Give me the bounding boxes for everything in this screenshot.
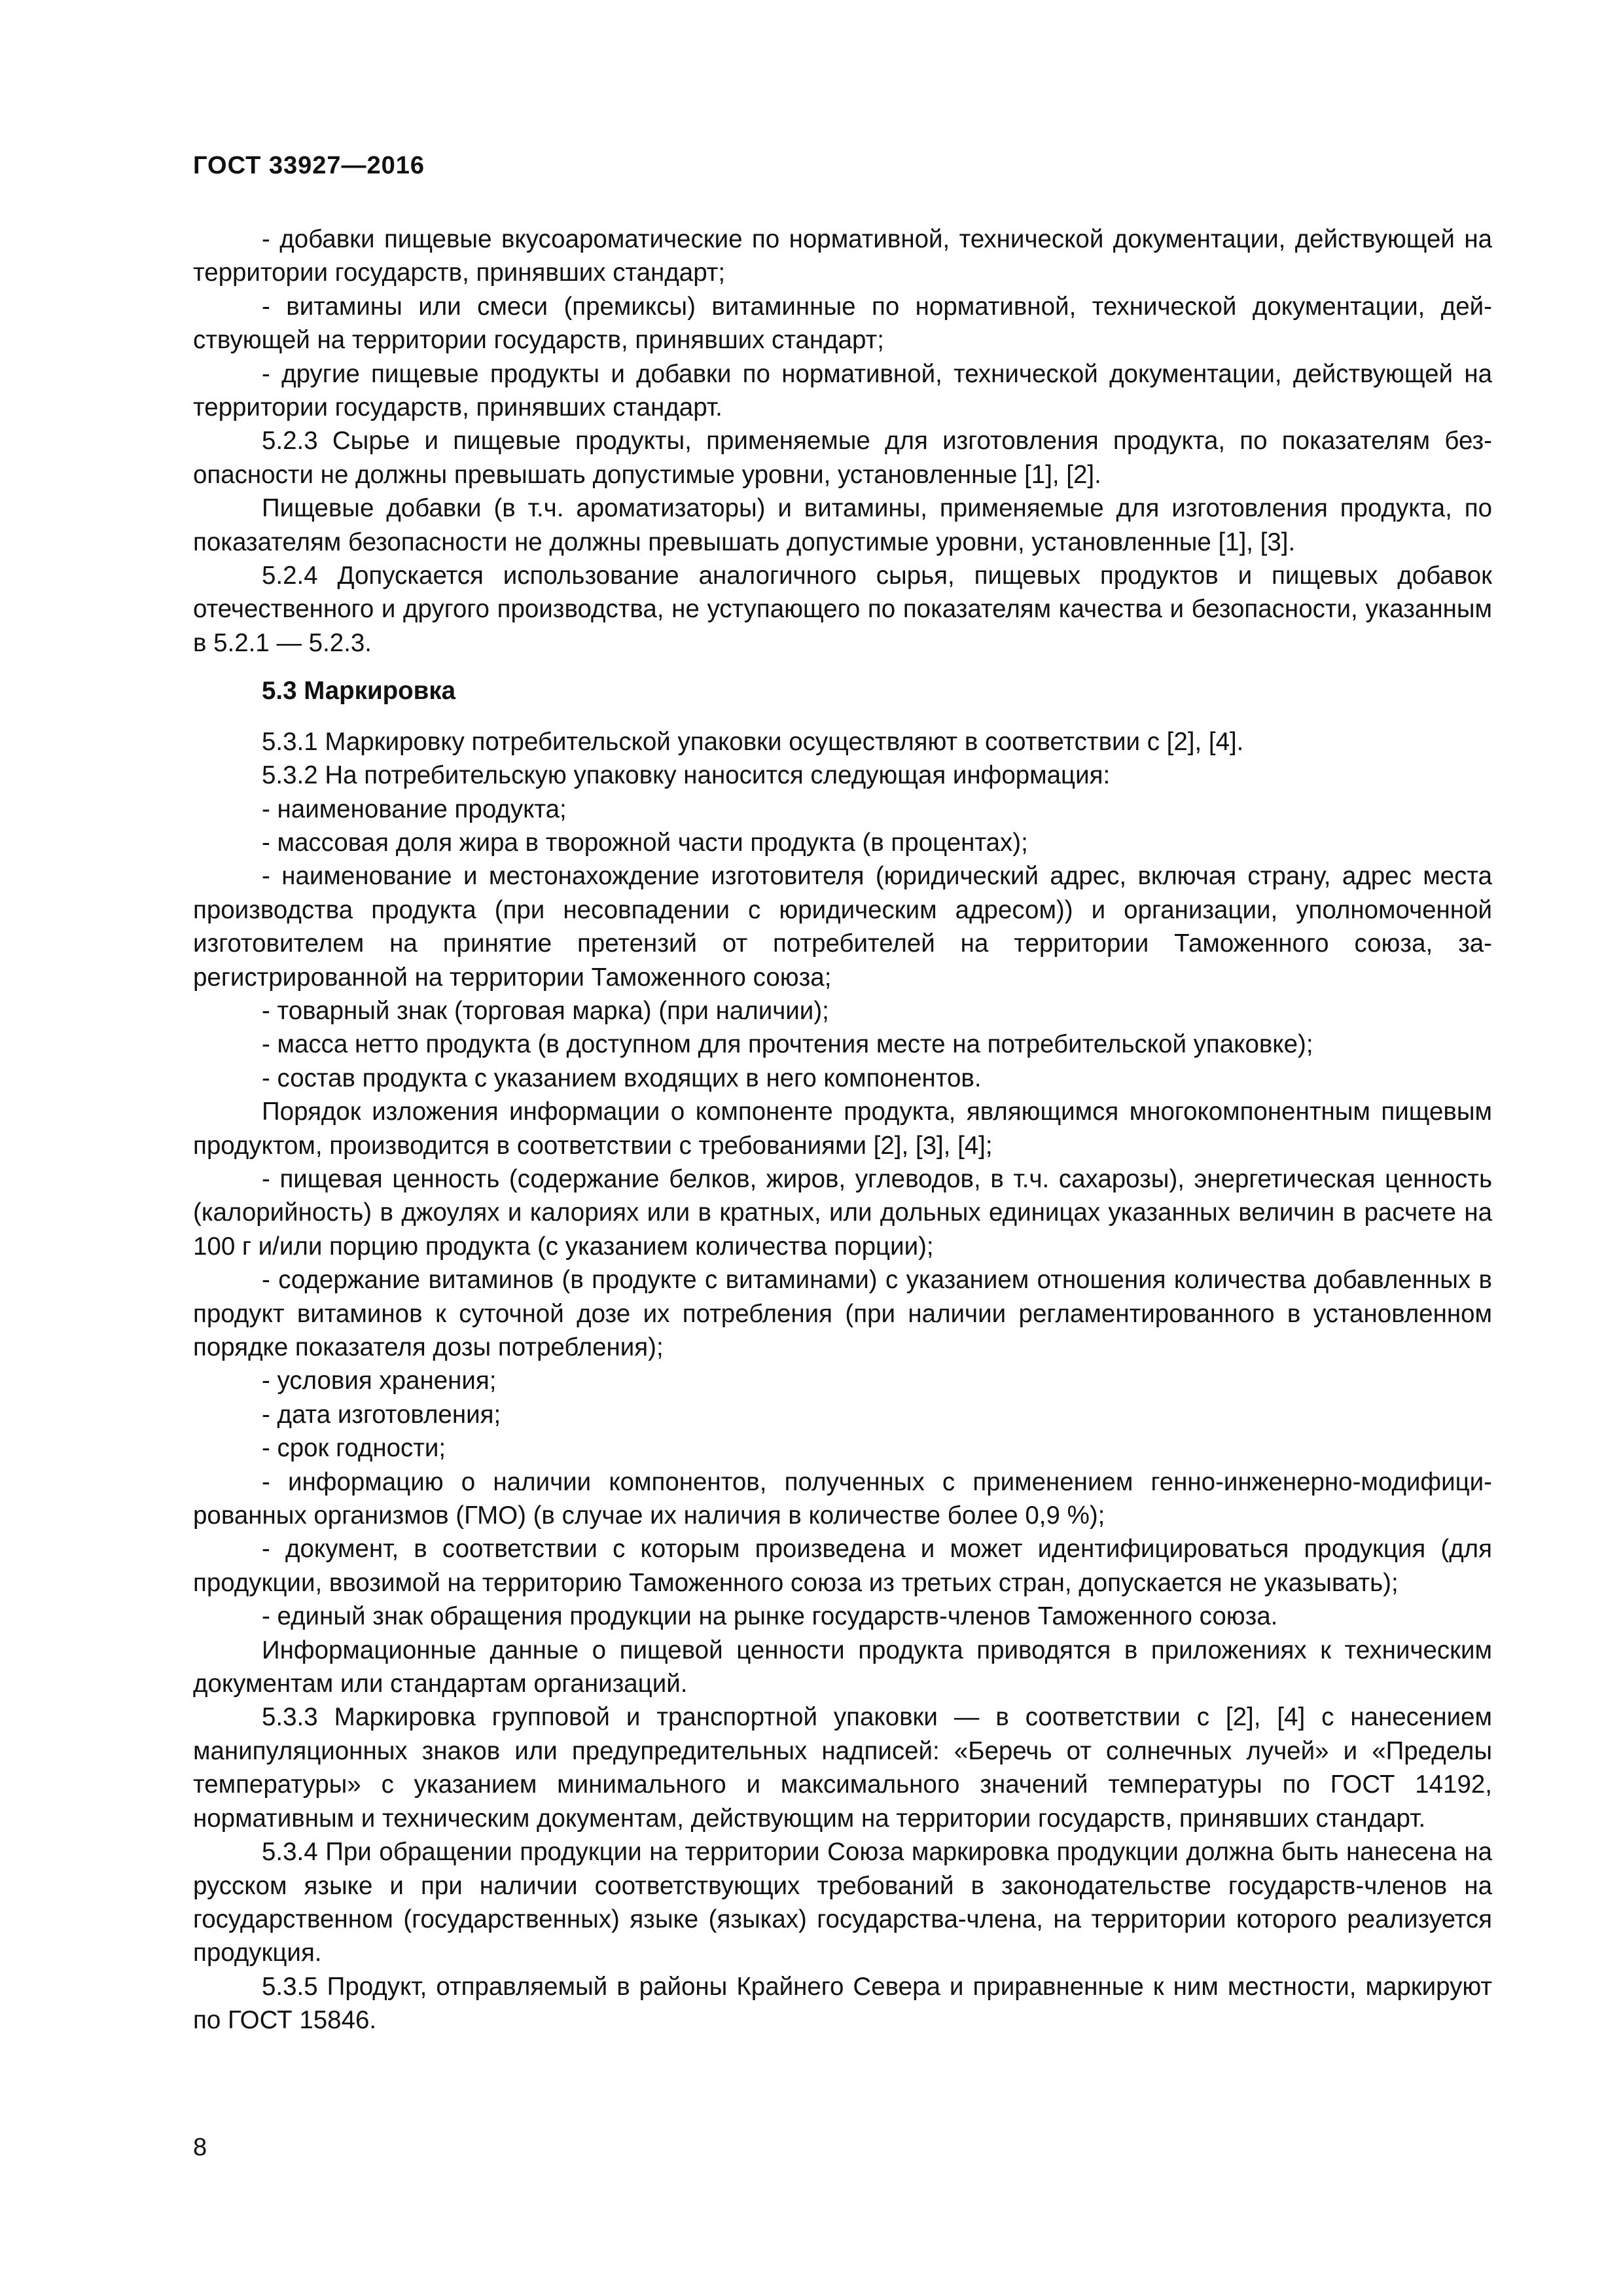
- section-heading: 5.3 Маркировка: [262, 677, 456, 706]
- list-item: - массовая доля жира в творожной части продукта (в процентах);: [262, 828, 1028, 857]
- paragraph: Информационные данные о пищевой ценности продукта приводятся в приложениях к техническим документам или стандартам организаций.: [193, 1636, 1492, 1698]
- list-item: - содержание витаминов (в продукте с витаминами) с указанием отношения количества добавленных в продукт витаминов к суточной дозе их потребления (при наличии регламентированного в установленном порядке показателя дозы потребления);: [193, 1266, 1492, 1361]
- list-item: - наименование продукта;: [262, 795, 567, 823]
- paragraph: - другие пищевые продукты и добавки по нормативной, технической документации, действующей на территории государств, принявших стандарт.: [193, 359, 1492, 422]
- list-item: - срок годности;: [262, 1434, 446, 1463]
- list-item: - документ, в соответствии с которым произведена и может идентифицироваться продукция (для продукции, ввозимой на территорию Таможенного союза из третьих стран, допускается не указывать);: [193, 1535, 1492, 1597]
- list-item: - информацию о наличии компонентов, полученных с применением генно-инженерно-модифицированных организмов (ГМО) (в случае их наличия в количестве более 0,9 %);: [193, 1467, 1492, 1530]
- list-item: - наименование и местонахождение изготовителя (юридический адрес, включая страну, адрес места производства продукта (при несовпадении с юридическим адресом)) и организации, уполномоченной изготовителем на принятие претензий от потребителей на территории Таможенного союза, зарегистрированной на территории Таможенного союза;: [193, 862, 1492, 992]
- paragraph: Пищевые добавки (в т.ч. ароматизаторы) и витамины, применяемые для изготовления продукта, по показателям безопасности не должны превышать допустимые уровни, установленные [1], [3].: [193, 494, 1492, 556]
- list-item: - единый знак обращения продукции на рынке государств-членов Таможенного союза.: [262, 1602, 1278, 1631]
- paragraph: - витамины или смеси (премиксы) витаминные по нормативной, технической документации, действующей на территории государств, принявших стандарт;: [193, 292, 1492, 355]
- list-item: - пищевая ценность (содержание белков, жиров, углеводов, в т.ч. сахарозы), энергетическая ценность (калорийность) в джоулях и калориях или в кратных, или дольных единицах указанных величин в расчете на 100 г и/или порцию продукта (с указанием количества порции);: [193, 1164, 1492, 1261]
- paragraph: 5.3.5 Продукт, отправляемый в районы Крайнего Севера и приравненные к ним местности, маркируют по ГОСТ 15846.: [193, 1972, 1492, 2035]
- paragraph: 5.3.2 На потребительскую упаковку наносится следующая информация:: [262, 761, 1111, 790]
- paragraph: Порядок изложения информации о компоненте продукта, являющимся многокомпонентным пищевым продуктом, производится в соответствии с требованиями [2], [3], [4];: [193, 1098, 1492, 1160]
- paragraph: 5.2.3 Сырье и пищевые продукты, применяемые для изготовления продукта, по показателям безопасности не должны превышать допустимые уровни, установленные [1], [2].: [193, 427, 1492, 489]
- paragraph: 5.2.4 Допускается использование аналогичного сырья, пищевых продуктов и пищевых добавок отечественного и другого производства, не уступающего по показателям качества и безопасности, указанным в 5.2.1 — 5.2.3.: [193, 562, 1492, 657]
- list-item: - товарный знак (торговая марка) (при наличии);: [262, 996, 829, 1025]
- document-body: [193, 223, 1492, 2037]
- document-code-header: ГОСТ 33927—2016: [193, 152, 425, 179]
- paragraph: 5.3.3 Маркировка групповой и транспортной упаковки — в соответствии с [2], [4] с нанесением манипуляционных знаков или предупредительных надписей: «Беречь от солнечных лучей» и «Пределы температуры» с указанием минимального и максимального значений температуры по ГОСТ 14192, нормативным и техническим документам, действующим на территории государств, принявших стандарт.: [193, 1703, 1492, 1833]
- page-number: 8: [193, 2134, 207, 2161]
- list-item: - масса нетто продукта (в доступном для прочтения месте на потребительской упаковке);: [262, 1030, 1313, 1059]
- list-item: - дата изготовления;: [262, 1400, 501, 1429]
- list-item: - условия хранения;: [262, 1367, 497, 1395]
- paragraph: - добавки пищевые вкусоароматические по нормативной, технической документации, действующей на территории государств, принявших стандарт;: [193, 225, 1492, 287]
- paragraph: 5.3.4 При обращении продукции на территории Союза маркировка продукции должна быть нанесена на русском языке и при наличии соответствующих требований в законодательстве государств-членов на государственном (государственных) языке (языках) государства-члена, на территории которого реализуется продукция.: [193, 1838, 1492, 1967]
- list-item: - состав продукта с указанием входящих в него компонентов.: [262, 1064, 982, 1092]
- paragraph: 5.3.1 Маркировку потребительской упаковки осуществляют в соответствии с [2], [4].: [262, 727, 1244, 756]
